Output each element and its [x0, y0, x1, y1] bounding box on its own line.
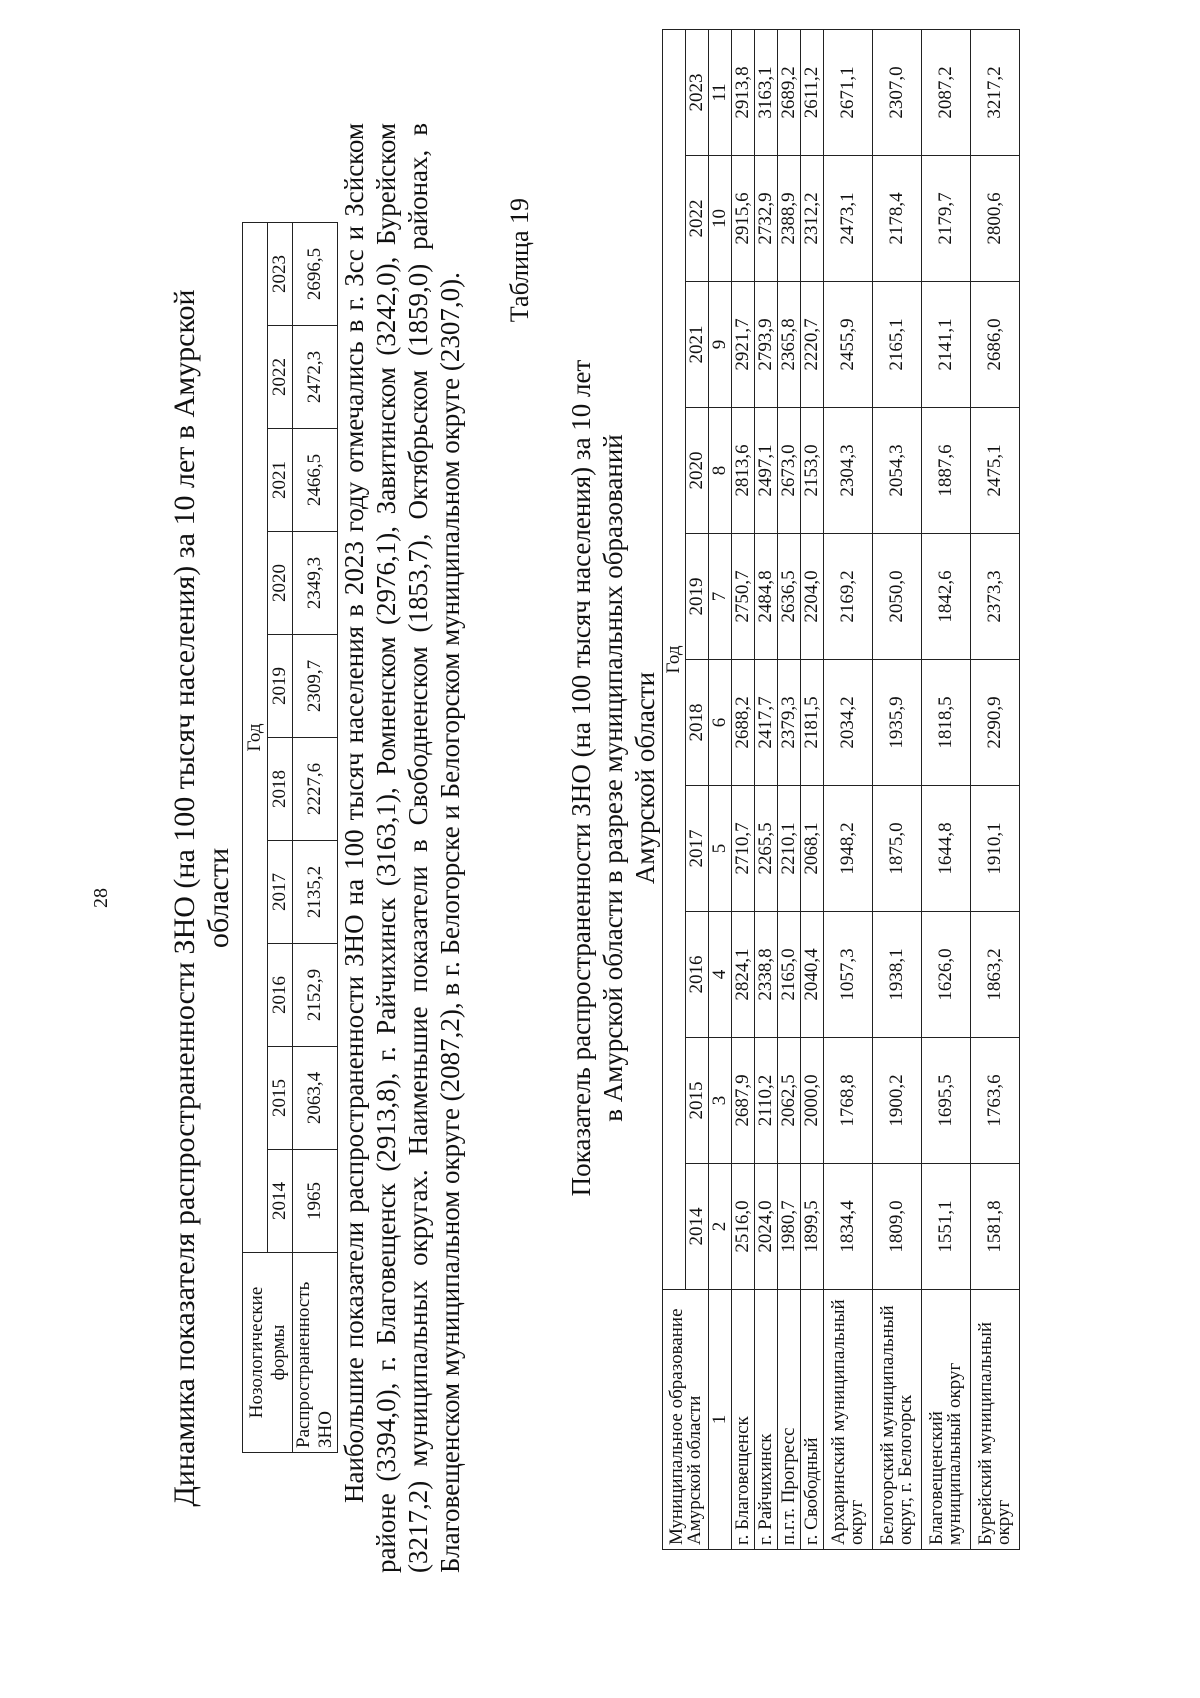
table-cell: 1938,1 [873, 912, 922, 1038]
year-header: 2015 [686, 1038, 709, 1164]
table-cell: 1935,9 [873, 660, 922, 786]
table-cell: 2204,0 [801, 534, 824, 660]
column-number: 7 [709, 534, 732, 660]
table-row [755, 29, 778, 1549]
table-cell: 1948,2 [824, 786, 873, 912]
table1-group-header: Год [243, 222, 268, 1252]
table-cell: 2063,4 [293, 1047, 338, 1150]
table-cell: 2473,1 [824, 156, 873, 282]
table-row [922, 29, 971, 1549]
table-cell: 2265,5 [755, 786, 778, 912]
row-name: п.г.т. Прогресс [778, 1290, 801, 1550]
table-cell: 1057,3 [824, 912, 873, 1038]
column-number: 11 [709, 29, 732, 155]
table-cell: 2220,7 [801, 282, 824, 408]
table-cell: 2304,3 [824, 408, 873, 534]
table-cell: 2417,7 [755, 660, 778, 786]
table-cell: 2687,9 [732, 1038, 755, 1164]
title-line: Показатель распространенности ЗНО (на 100 тысяч населения) за 10 лет [566, 359, 596, 1197]
table-cell: 2309,7 [293, 635, 338, 738]
table-cell: 2686,0 [971, 282, 1020, 408]
table-cell: 2152,9 [293, 944, 338, 1047]
table-cell: 1887,6 [922, 408, 971, 534]
table-cell: 2688,2 [732, 660, 755, 786]
table-cell: 2484,8 [755, 534, 778, 660]
table-row [824, 29, 873, 1549]
year-header: 2015 [268, 1047, 293, 1150]
table-cell: 2110,2 [755, 1038, 778, 1164]
table-row [971, 29, 1020, 1549]
table2-col-header: Муниципальное образование Амурской области [663, 1290, 709, 1550]
table-cell: 1551,1 [922, 1164, 971, 1290]
table-cell: 2373,3 [971, 534, 1020, 660]
year-header: 2017 [268, 841, 293, 944]
table-cell: 2165,0 [778, 912, 801, 1038]
table2-title [565, 318, 661, 1238]
table-cell: 2671,1 [824, 29, 873, 155]
table-cell: 2710,7 [732, 786, 755, 912]
table2-group-header: Год [663, 29, 686, 1289]
table-cell: 1768,8 [824, 1038, 873, 1164]
table-cell: 2379,3 [778, 660, 801, 786]
table-cell: 2800,6 [971, 156, 1020, 282]
year-header: 2021 [268, 429, 293, 532]
table-cell: 1809,0 [873, 1164, 922, 1290]
table-cell: 1834,4 [824, 1164, 873, 1290]
table-cell: 2024,0 [755, 1164, 778, 1290]
column-number: 3 [709, 1038, 732, 1164]
table-cell: 2349,3 [293, 532, 338, 635]
table-cell: 2338,8 [755, 912, 778, 1038]
table-cell: 2497,1 [755, 408, 778, 534]
table-cell: 2696,5 [293, 222, 338, 325]
table1-title: Динамика показателя распространенности ЗНО (на 100 тысяч населения) за 10 лет в Амурской области [168, 289, 235, 1507]
table-cell: 2636,5 [778, 534, 801, 660]
year-header: 2023 [268, 222, 293, 325]
year-header: 2018 [268, 738, 293, 841]
table-cell: 2689,2 [778, 29, 801, 155]
table-cell: 2290,9 [971, 660, 1020, 786]
year-header: 2017 [686, 786, 709, 912]
table1 [242, 222, 338, 1453]
table-cell: 2054,3 [873, 408, 922, 534]
row-name: Белогорский муниципальный округ, г. Белогорск [873, 1290, 922, 1550]
table-cell: 1900,2 [873, 1038, 922, 1164]
column-number: 4 [709, 912, 732, 1038]
table-cell: 2673,0 [778, 408, 801, 534]
table-cell: 2793,9 [755, 282, 778, 408]
table2-label: Таблица 19 [505, 198, 534, 323]
table-cell: 2750,7 [732, 534, 755, 660]
row-name: г. Райчихинск [755, 1290, 778, 1550]
table-cell: 2227,6 [293, 738, 338, 841]
body-paragraph [338, 123, 466, 1573]
table-row [293, 222, 338, 1452]
table-cell: 1980,7 [778, 1164, 801, 1290]
table-cell: 1965 [293, 1150, 338, 1253]
table-cell: 2181,5 [801, 660, 824, 786]
table-cell: 2087,2 [922, 29, 971, 155]
table-cell: 1626,0 [922, 912, 971, 1038]
table-row [873, 29, 922, 1549]
table-cell: 3163,1 [755, 29, 778, 155]
table-cell: 1818,5 [922, 660, 971, 786]
table-cell: 1875,0 [873, 786, 922, 912]
table-cell: 2455,9 [824, 282, 873, 408]
column-number: 1 [709, 1290, 732, 1550]
table-cell: 2516,0 [732, 1164, 755, 1290]
table-cell: 2210,1 [778, 786, 801, 912]
table-cell: 2824,1 [732, 912, 755, 1038]
table-cell: 2921,7 [732, 282, 755, 408]
column-number: 10 [709, 156, 732, 282]
year-header: 2021 [686, 282, 709, 408]
year-header: 2023 [686, 29, 709, 155]
title-line: в Амурской области в разрезе муниципальных образований [598, 434, 628, 1122]
year-header: 2022 [268, 326, 293, 429]
table-cell: 2153,0 [801, 408, 824, 534]
table-cell: 2466,5 [293, 429, 338, 532]
year-header: 2020 [686, 408, 709, 534]
table-cell: 2732,9 [755, 156, 778, 282]
table-cell: 3217,2 [971, 29, 1020, 155]
table-cell: 2050,0 [873, 534, 922, 660]
table-cell: 2141,1 [922, 282, 971, 408]
title-line: Амурской области [630, 671, 660, 885]
table-cell: 2388,9 [778, 156, 801, 282]
page-number: 28 [90, 888, 112, 908]
table-cell: 2040,4 [801, 912, 824, 1038]
table-cell: 1910,1 [971, 786, 1020, 912]
year-header: 2014 [268, 1150, 293, 1253]
table-cell: 2475,1 [971, 408, 1020, 534]
column-number: 8 [709, 408, 732, 534]
table-cell: 2307,0 [873, 29, 922, 155]
table-cell: 2062,5 [778, 1038, 801, 1164]
year-header: 2016 [268, 944, 293, 1047]
column-number: 9 [709, 282, 732, 408]
table-cell: 1842,6 [922, 534, 971, 660]
row-name: Благовещенский муниципальный округ [922, 1290, 971, 1550]
row-name: Архаринский муниципальный округ [824, 1290, 873, 1550]
table-cell: 2169,2 [824, 534, 873, 660]
column-number: 6 [709, 660, 732, 786]
year-header: 2016 [686, 912, 709, 1038]
table-cell: 1763,6 [971, 1038, 1020, 1164]
year-header: 2022 [686, 156, 709, 282]
table2 [662, 29, 1020, 1550]
table-cell: 2135,2 [293, 841, 338, 944]
paragraph-text: Наибольшие показатели распространенности ЗНО на 100 тысяч населения в 2023 году отмечались в г. Зсс и Зсйском районе (3394,0), г. Благовещенск (2913,8), г. Райчихинск (3163,1), Ромненском (2976,1), Завитинском (3242,0), Бурейском (3217,2) муниципальных округах. Наименьшие показатели в Свободненском (1853,7), Октябрьском (1859,0) районах, в Благовещенском муниципальном округе (2087,2), в г. Белогорске и Белогорском муниципальном округе (2307,0). [339, 123, 465, 1573]
year-header: 2018 [686, 660, 709, 786]
table-cell: 2034,2 [824, 660, 873, 786]
table-row [778, 29, 801, 1549]
table-cell: 1581,8 [971, 1164, 1020, 1290]
table-cell: 2813,6 [732, 408, 755, 534]
column-number: 2 [709, 1164, 732, 1290]
table-cell: 1695,5 [922, 1038, 971, 1164]
table-cell: 2179,7 [922, 156, 971, 282]
table-row [732, 29, 755, 1549]
table1-col-header: Нозологические формы [243, 1253, 293, 1453]
row-name: Распространенность ЗНО [293, 1253, 338, 1453]
table-cell: 2178,4 [873, 156, 922, 282]
year-header: 2014 [686, 1164, 709, 1290]
year-header: 2019 [268, 635, 293, 738]
table-cell: 1863,2 [971, 912, 1020, 1038]
year-header: 2020 [268, 532, 293, 635]
row-name: г. Благовещенск [732, 1290, 755, 1550]
table2-number-row [709, 29, 732, 1549]
column-number: 5 [709, 786, 732, 912]
table-cell: 2165,1 [873, 282, 922, 408]
year-header: 2019 [686, 534, 709, 660]
table-row [801, 29, 824, 1549]
table-cell: 2915,6 [732, 156, 755, 282]
table-cell: 2472,3 [293, 326, 338, 429]
row-name: г. Свободный [801, 1290, 824, 1550]
table-cell: 1644,8 [922, 786, 971, 912]
row-name: Бурейский муниципальный округ [971, 1290, 1020, 1550]
table-cell: 2365,8 [778, 282, 801, 408]
table-cell: 1899,5 [801, 1164, 824, 1290]
table-cell: 2611,2 [801, 29, 824, 155]
table-cell: 2913,8 [732, 29, 755, 155]
table-cell: 2000,0 [801, 1038, 824, 1164]
table-cell: 2312,2 [801, 156, 824, 282]
table-cell: 2068,1 [801, 786, 824, 912]
